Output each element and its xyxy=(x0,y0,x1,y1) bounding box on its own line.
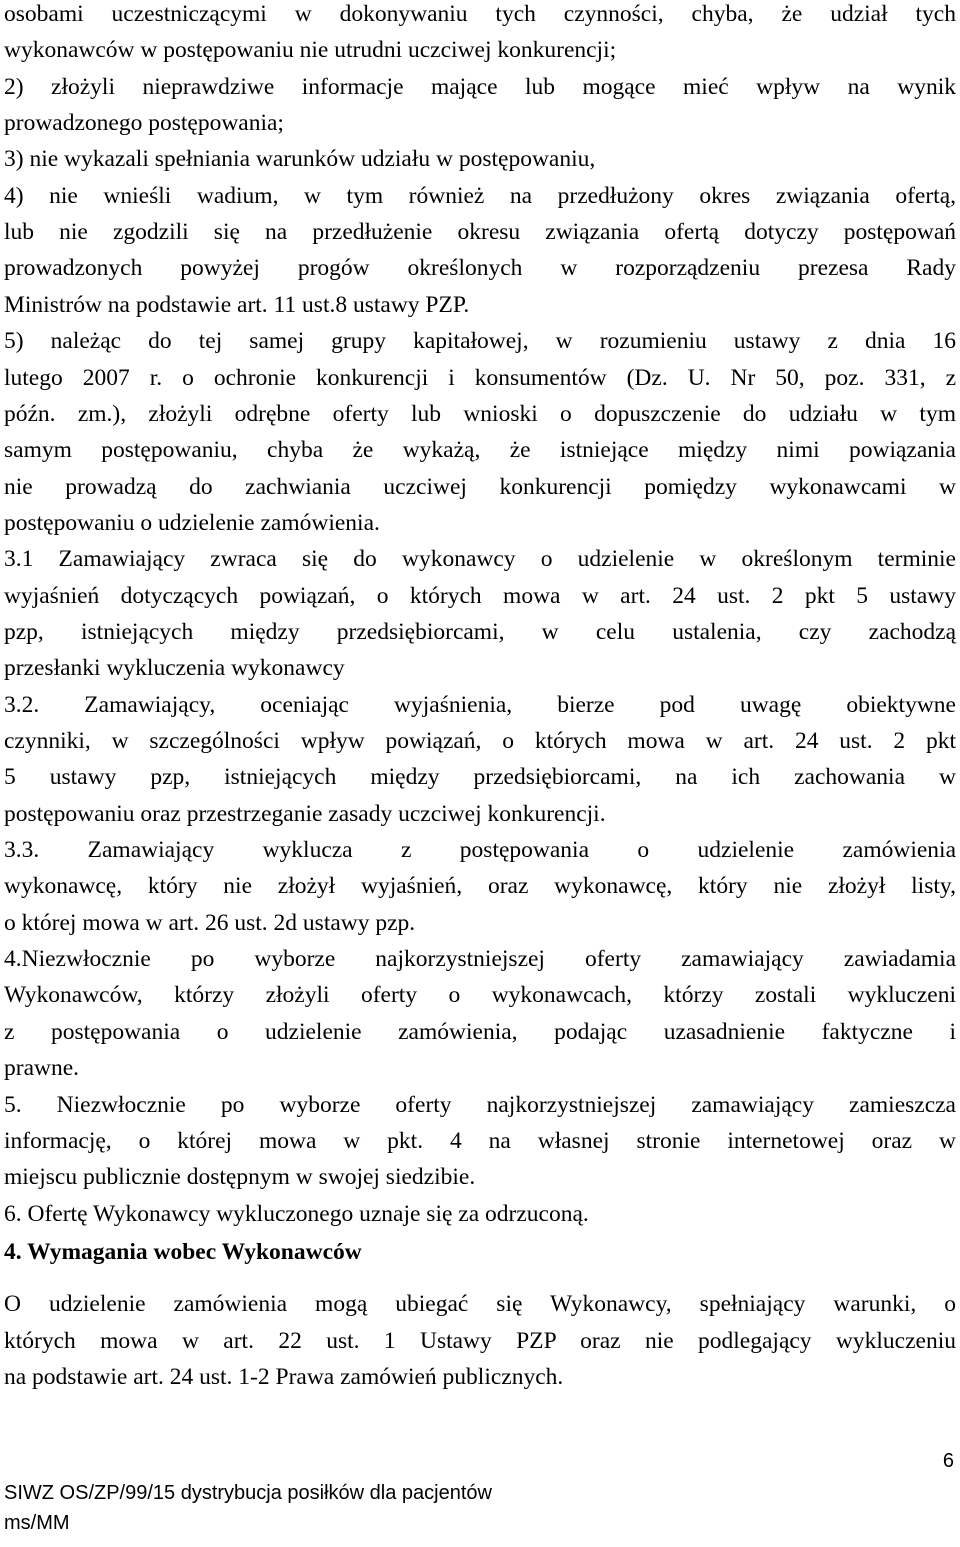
body-text-line: 5. Niezwłocznie po wyborze oferty najkorzystniejszej zamawiający zamieszcza xyxy=(4,1091,956,1118)
page-number: 6 xyxy=(942,1450,954,1472)
section-text-line: O udzielenie zamówienia mogą ubiegać się Wykonawcy, spełniający warunki, o xyxy=(4,1291,956,1317)
body-text-line: wykonawcę, który nie złożył wyjaśnień, oraz wykonawcę, który nie złożył listy, xyxy=(4,873,956,900)
body-text-line: nie prowadzą do zachwiania uczciwej konkurencji pomiędzy wykonawcami w xyxy=(4,473,956,500)
body-text-line: przesłanki wykluczenia wykonawcy xyxy=(4,655,345,682)
section-text-line: na podstawie art. 24 ust. 1-2 Prawa zamówień publicznych. xyxy=(4,1364,564,1390)
body-text-line: samym postępowaniu, chyba że wykażą, że istniejące między nimi powiązania xyxy=(4,437,956,464)
section-text-line: których mowa w art. 22 ust. 1 Ustawy PZP oraz nie podlegający wykluczeniu xyxy=(4,1327,956,1354)
page-footer xyxy=(4,1478,492,1538)
body-text-line: wykonawców w postępowaniu nie utrudni uczciwej konkurencji; xyxy=(4,37,617,64)
footer-title: SIWZ OS/ZP/99/15 dystrybucja posiłków dla pacjentów xyxy=(4,1482,492,1504)
body-text-line: 3.3. Zamawiający wyklucza z postępowania o udzielenie zamówienia xyxy=(4,837,956,864)
body-text-line: 3) nie wykazali spełniania warunków udziału w postępowaniu, xyxy=(4,146,596,173)
body-text-line: pzp, istniejących między przedsiębiorcami, w celu ustalenia, czy zachodzą xyxy=(4,618,956,645)
section-heading: 4. Wymagania wobec Wykonawców xyxy=(4,1239,362,1265)
body-text-line: 4.Niezwłocznie po wyborze najkorzystniejszej oferty zamawiający zawiadamia xyxy=(4,946,956,973)
body-text-line: 6. Ofertę Wykonawcy wykluczonego uznaje się za odrzuconą. xyxy=(4,1200,589,1227)
body-text-line: o której mowa w art. 26 ust. 2d ustawy pzp. xyxy=(4,909,416,936)
body-text-line: 3.1 Zamawiający zwraca się do wykonawcy o udzielenie w określonym terminie xyxy=(4,546,956,573)
body-text-line: postępowaniu o udzielenie zamówienia. xyxy=(4,509,380,536)
body-text-line: wyjaśnień dotyczących powiązań, o których mowa w art. 24 ust. 2 pkt 5 ustawy xyxy=(4,582,956,609)
body-text-line: lutego 2007 r. o ochronie konkurencji i konsumentów (Dz. U. Nr 50, poz. 331, z xyxy=(4,364,956,391)
body-text-line: miejscu publicznie dostępnym w swojej siedzibie. xyxy=(4,1164,476,1191)
body-text-line: prawne. xyxy=(4,1055,80,1082)
body-text-line: informację, o której mowa w pkt. 4 na własnej stronie internetowej oraz w xyxy=(4,1127,956,1154)
body-text-line: 3.2. Zamawiający, oceniając wyjaśnienia, bierze pod uwagę obiektywne xyxy=(4,691,956,718)
body-text-line: czynniki, w szczególności wpływ powiązań, o których mowa w art. 24 ust. 2 pkt xyxy=(4,728,956,754)
body-text-line: postępowaniu oraz przestrzeganie zasady uczciwej konkurencji. xyxy=(4,800,606,827)
body-text-line: prowadzonego postępowania; xyxy=(4,110,284,137)
body-text-line: 5) należąc do tej samej grupy kapitałowej, w rozumieniu ustawy z dnia 16 xyxy=(4,328,956,355)
body-text-line: lub nie zgodzili się na przedłużenie okresu związania ofertą dotyczy postępowań xyxy=(4,219,956,246)
body-text-line: 5 ustawy pzp, istniejących między przedsiębiorcami, na ich zachowania w xyxy=(4,764,956,791)
body-text-line: z postępowania o udzielenie zamówienia, podając uzasadnienie faktyczne i xyxy=(4,1018,956,1045)
body-text-line: 4) nie wnieśli wadium, w tym również na przedłużony okres związania ofertą, xyxy=(4,182,956,209)
body-text-line: późn. zm.), złożyli odrębne oferty lub wnioski o dopuszczenie do udziału w tym xyxy=(4,400,956,427)
body-text-line: 2) złożyli nieprawdziwe informacje mające lub mogące mieć wpływ na wynik xyxy=(4,73,956,100)
body-text-line: prowadzonych powyżej progów określonych w rozporządzeniu prezesa Rady xyxy=(4,255,956,282)
body-text-line: Wykonawców, którzy złożyli oferty o wykonawcach, którzy zostali wykluczeni xyxy=(4,982,956,1009)
body-text-line: Ministrów na podstawie art. 11 ust.8 ustawy PZP. xyxy=(4,291,470,318)
footer-initials: ms/MM xyxy=(4,1512,70,1534)
body-text-line: osobami uczestniczącymi w dokonywaniu tych czynności, chyba, że udział tych xyxy=(4,1,956,27)
